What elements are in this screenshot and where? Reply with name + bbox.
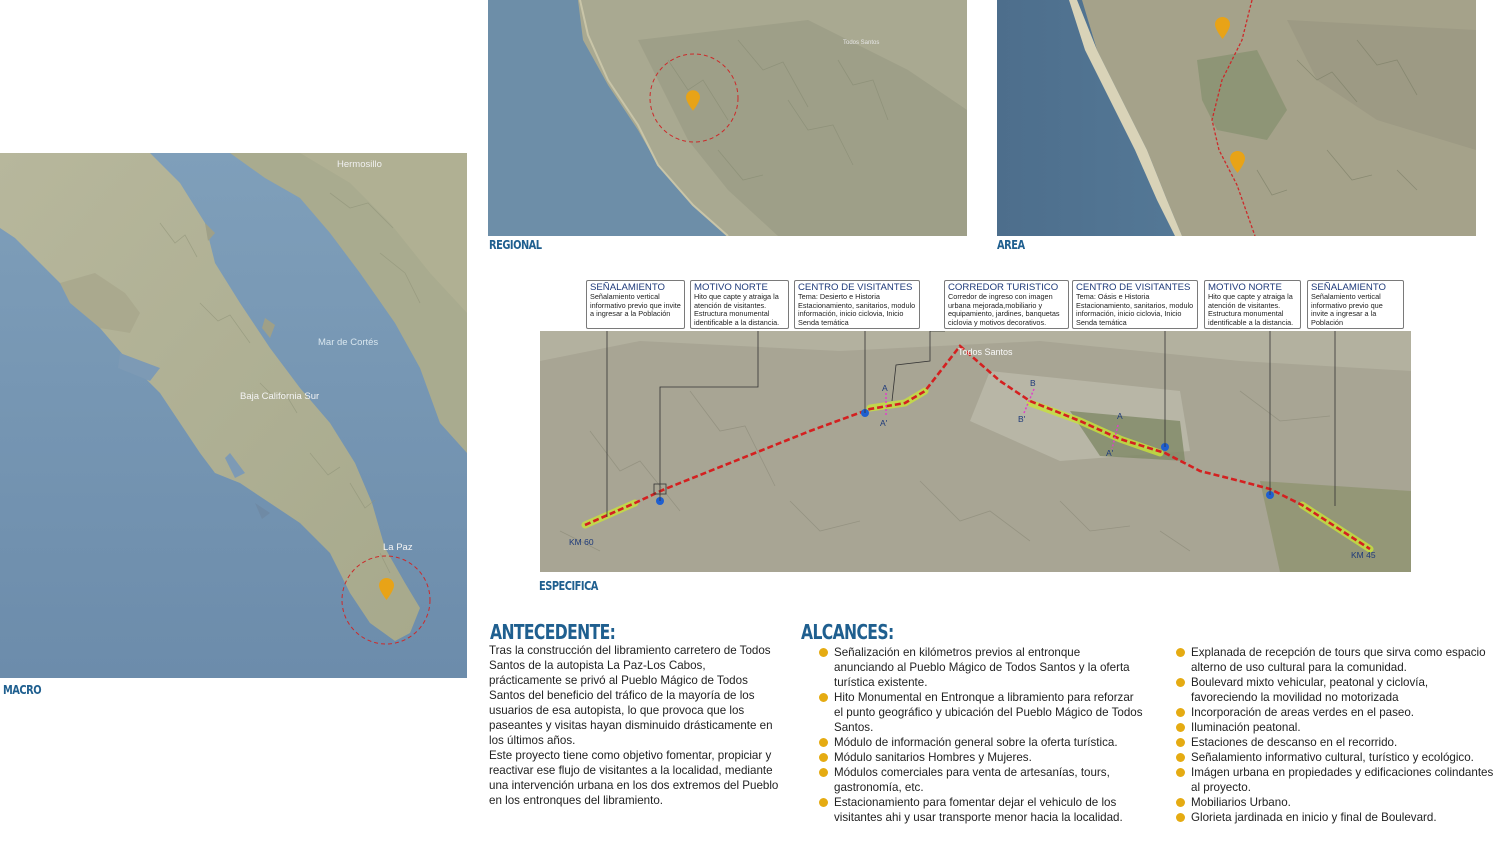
especifica-map[interactable] [540, 331, 1411, 572]
label-bcs: Baja California Sur [240, 391, 320, 402]
alcances-heading: ALCANCES: [801, 620, 894, 644]
alcances-list-col1 [818, 645, 1143, 825]
section-a2-label: A [1117, 411, 1123, 421]
label-mar-de-cortes: Mar de Cortés [318, 337, 379, 348]
label-la-paz: La Paz [383, 542, 413, 553]
list-item: Señalización en kilómetros previos al entronque anunciando al Pueblo Mágico de Todos Santos y la oferta turística existente. [818, 645, 1143, 690]
callout-title: SEÑALAMIENTO [590, 282, 665, 293]
section-a2-prime-label: A' [1106, 448, 1114, 458]
list-item: Módulo de información general sobre la oferta turística. [818, 735, 1143, 750]
callout-senalamiento-2 [1307, 280, 1404, 329]
callout-text: Hito que capte y atraiga la atención de visitantes. Estructura monumental identificable a la distancia. [1208, 292, 1294, 327]
km-start-label: KM 60 [569, 537, 594, 547]
location-pin-icon[interactable] [379, 578, 394, 600]
list-item: Estaciones de descanso en el recorrido. [1175, 735, 1497, 750]
callout-centro-visitantes-2 [1072, 280, 1198, 329]
town-label: Todos Santos [958, 347, 1013, 357]
callout-title: CORREDOR TURISTICO [948, 282, 1059, 293]
location-pin-icon[interactable] [1215, 17, 1230, 39]
callout-text: Señalamiento vertical informativo previo que invite a ingresar a la Población [590, 292, 681, 319]
list-item: Imágen urbana en propiedades y edificaciones colindantes al proyecto. [1175, 765, 1497, 795]
list-item: Estacionamiento para fomentar dejar el vehiculo de los visitantes ahi y usar transporte menor hacia la localidad. [818, 795, 1143, 825]
antecedente-paragraph-1: Tras la construcción del libramiento carretero de Todos Santos de la autopista La Paz-Los Cabos, prácticamente se privó al Pueblo Mágico de Todos Santos del beneficio del tráfico de la mayoría de los usuarios de esa autopista, lo que provoca que los paseantes y visitas hayan disminuido drásticamente en los últimos años. [489, 644, 773, 747]
macro-map[interactable] [0, 153, 467, 678]
list-item: Incorporación de areas verdes en el paseo. [1175, 705, 1497, 720]
regional-caption: REGIONAL [489, 238, 542, 252]
callout-motivo-norte-2 [1204, 280, 1301, 329]
list-item: Señalamiento informativo cultural, turístico y ecológico. [1175, 750, 1497, 765]
callout-corredor-turistico [944, 280, 1069, 329]
callout-text: Tema: Oásis e Historia Estacionamiento, sanitarios, modulo información, inicio ciclovia, Inicio Senda temática [1076, 292, 1194, 327]
macro-caption: MACRO [3, 683, 42, 697]
callout-text: Tema: Desierto e Historia Estacionamiento, sanitarios, modulo información, inicio ciclovia, Inicio Senda temática [798, 292, 916, 327]
section-a-label: A [882, 383, 888, 393]
alcances-list-col2 [1175, 645, 1497, 825]
callout-title: SEÑALAMIENTO [1311, 282, 1386, 293]
callout-centro-visitantes-1 [794, 280, 920, 329]
callout-senalamiento-1 [586, 280, 685, 329]
antecedente-text [489, 643, 779, 808]
antecedente-paragraph-2: Este proyecto tiene como objetivo fomentar, propiciar y reactivar ese flujo de visitantes a la localidad, mediante una intervención urbana en los dos extremos del Pueblo en los entronques del libramiento. [489, 749, 779, 807]
label-regional-town: Todos Santos [843, 40, 880, 46]
list-item: Iluminación peatonal. [1175, 720, 1497, 735]
callout-title: MOTIVO NORTE [694, 282, 768, 293]
list-item: Explanada de recepción de tours que sirva como espacio alterno de uso cultural para la comunidad. [1175, 645, 1497, 675]
area-caption: AREA [997, 238, 1025, 252]
callout-text: Corredor de ingreso con imagen urbana mejorada,mobiliario y equipamiento, jardines, banquetas ciclovia y motivos decorativos. [948, 292, 1060, 327]
location-pin-icon[interactable] [686, 90, 700, 111]
callout-title: CENTRO DE VISITANTES [798, 282, 913, 293]
list-item: Glorieta jardinada en inicio y final de Boulevard. [1175, 810, 1497, 825]
section-b-prime-label: B' [1018, 414, 1026, 424]
list-item: Módulos comerciales para venta de artesanías, tours, gastronomía, etc. [818, 765, 1143, 795]
callout-title: MOTIVO NORTE [1208, 282, 1282, 293]
area-map[interactable] [997, 0, 1476, 236]
callout-motivo-norte-1 [690, 280, 789, 329]
km-end-label: KM 45 [1351, 550, 1376, 560]
list-item: Boulevard mixto vehicular, peatonal y ciclovía, favoreciendo la movilidad no motorizada [1175, 675, 1497, 705]
list-item: Hito Monumental en Entronque a libramiento para reforzar el punto geográfico y ubicación del Pueblo Mágico de Todos Santos. [818, 690, 1143, 735]
antecedente-heading: ANTECEDENTE: [490, 620, 616, 644]
callout-text: Señalamiento vertical informativo previo que invite a ingresar a la Población [1311, 292, 1383, 327]
callout-title: CENTRO DE VISITANTES [1076, 282, 1191, 293]
list-item: Módulo sanitarios Hombres y Mujeres. [818, 750, 1143, 765]
label-hermosillo: Hermosillo [337, 159, 382, 170]
location-pin-icon[interactable] [1230, 151, 1245, 173]
section-a-prime-label: A' [880, 418, 888, 428]
callout-text: Hito que capte y atraiga la atención de visitantes. Estructura monumental identificable a la distancia. [694, 292, 780, 327]
section-b-label: B [1030, 378, 1036, 388]
regional-map[interactable] [488, 0, 967, 236]
list-item: Mobiliarios Urbano. [1175, 795, 1497, 810]
especifica-caption: ESPECIFICA [539, 579, 598, 593]
